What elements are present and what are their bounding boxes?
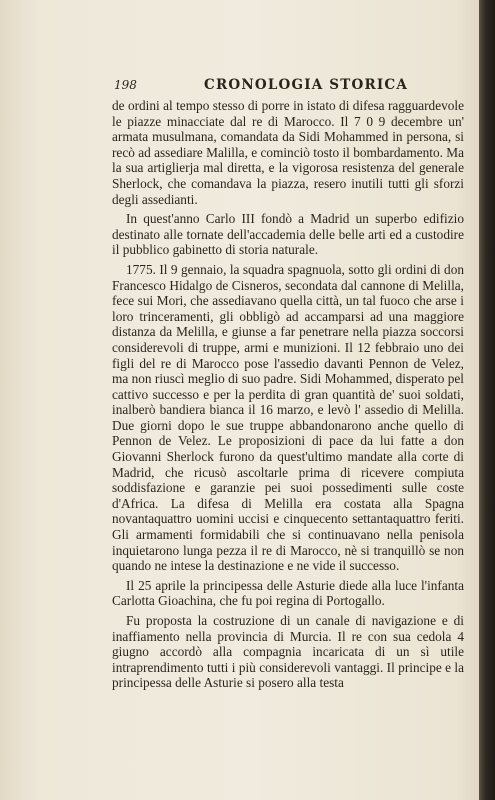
page-number: 198 <box>114 78 137 92</box>
paragraph: 1775. Il 9 gennaio, la squadra spagnuola, sotto gli ordini di don Francesco Hidalgo de Cisneros, secondata dal cannone di Melilla, fece sui Mori, che assediavano quella città, un tal fuoco che arse i loro trinceramenti, gli obbligò ad accamparsi ad una maggiore distanza da Melilla, e giunse a far penetrare nella piazza soccorsi considerevoli di truppe, armi e munizioni. Il 12 febbraio uno dei figli del re di Marocco pose l'assedio davanti Pennon de Velez, ma non riuscì meglio di suo padre. Sidi Mohammed, disperato pel cattivo successo e per la perdita di gran quantità de' suoi soldati, inalberò bandiera bianca il 16 marzo, e levò l' assedio di Melilla. Due giorni dopo le sue truppe abbandonarono anche quello di Pennon de Velez. Le proposizioni di pace da lui fatte a don Giovanni Sherlock furono da quest'ultimo mandate alla corte di Madrid, che ricusò ascoltarle prima di ricevere compiuta soddisfazione e garanzie pei suoi possedimenti sulle coste d'Africa. La difesa di Melilla era costata alla Spagna novantaquattro uomini uccisi e cinquecento settantaquattro feriti. Gli armamenti formidabili che si continuavano nella penisola inquietarono lunga pezza il re di Marocco, nè si tranquillò se non quando ne intese la destinazione e ne vide il successo. <box>112 261 464 574</box>
page-header <box>112 76 464 98</box>
paragraph: de ordini al tempo stesso di porre in istato di difesa ragguardevole le piazze minacciate dal re di Marocco. Il 7 0 9 decembre un' armata musulmana, comandata da Sidi Mohammed in persona, si recò ad assediare Malilla, e cominciò tosto il bombardamento. Ma la sua artiglierja mal diretta, e la vigorosa resistenza del generale Sherlock, che comandava la piazza, resero inutili tutti gli sforzi degli assedianti. <box>112 98 464 207</box>
book-page <box>112 76 464 691</box>
paragraph: Fu proposta la costruzione di un canale di navigazione e di inaffiamento nella provincia di Murcia. Il re con sua cedola 4 giugno accordò alla compagnia incaricata di un sì utile intraprendimento tutti i più considerevoli vantaggi. Il principe e la principessa delle Asturie si posero alla testa <box>112 613 464 691</box>
paragraph: In quest'anno Carlo III fondò a Madrid un superbo edifizio destinato alle tornate dell'accademia delle belle arti ed a custodire il pubblico gabinetto di storia naturale. <box>112 211 464 258</box>
book-edge-shadow <box>479 0 495 800</box>
paragraph: Il 25 aprile la principessa delle Asturie diede alla luce l'infanta Carlotta Gioachina, che fu poi regina di Portogallo. <box>112 577 464 609</box>
running-title: CRONOLOGIA STORICA <box>204 77 409 93</box>
page-body <box>112 98 464 691</box>
